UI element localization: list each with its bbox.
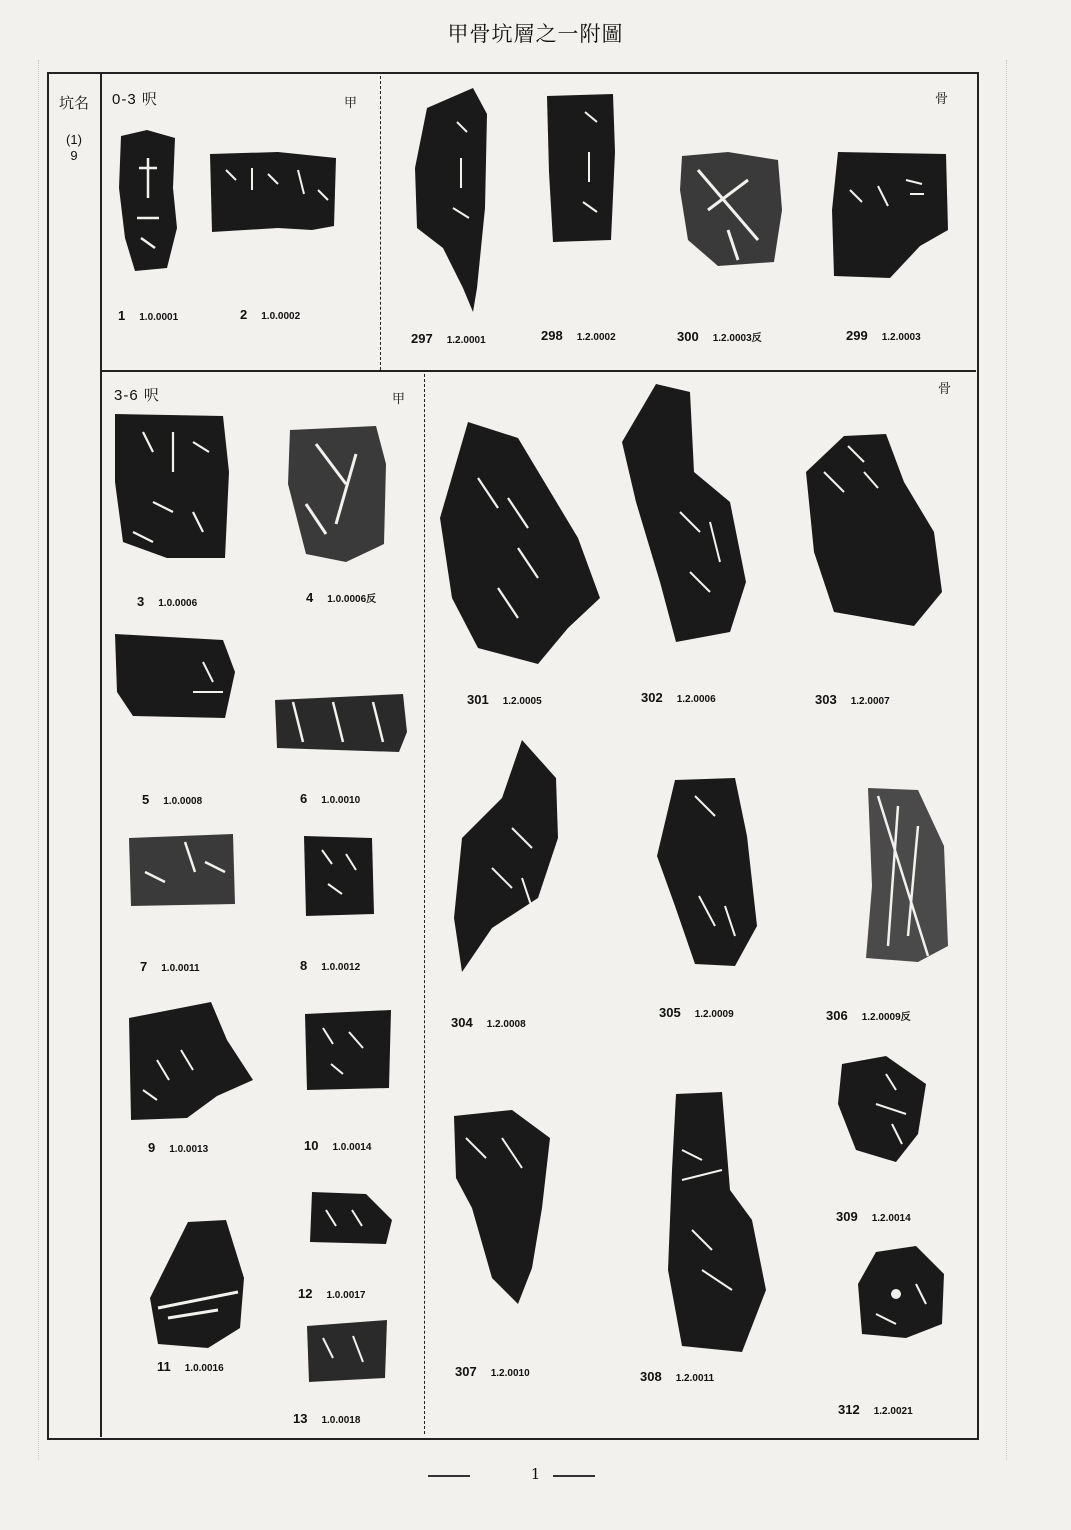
caption-312: 312 1.2.0021: [838, 1402, 913, 1417]
bone-label-2: 骨: [938, 382, 952, 397]
rubbing-304: [452, 738, 562, 974]
rubbing-8: [302, 834, 376, 918]
caption-302: 302 1.2.0006: [641, 690, 716, 705]
rubbing-4: [286, 424, 388, 564]
caption-7: 7 1.0.0011: [140, 959, 200, 974]
caption-10: 10 1.0.0014: [304, 1138, 372, 1153]
shell-bone-divider-1: [380, 76, 381, 370]
pit-name-label: 坑名: [58, 95, 89, 112]
caption-303: 303 1.2.0007: [815, 692, 890, 707]
shell-bone-divider-2: [424, 374, 425, 1434]
caption-4: 4 1.0.0006反: [306, 590, 377, 605]
caption-13: 13 1.0.0018: [293, 1411, 361, 1426]
caption-2: 2 1.0.0002: [240, 307, 301, 322]
page-number: 1: [530, 1465, 541, 1483]
rubbing-9: [127, 1000, 255, 1122]
caption-300: 300 1.2.0003反: [677, 329, 762, 344]
caption-304: 304 1.2.0008: [451, 1015, 526, 1030]
depth-label-3-6: 3-6 呎: [114, 387, 160, 404]
rubbing-299: [830, 150, 950, 280]
pit-number: 9: [70, 148, 78, 163]
caption-5: 5 1.0.0008: [142, 792, 203, 807]
rubbing-2: [208, 150, 340, 234]
caption-12: 12 1.0.0017: [298, 1286, 366, 1301]
caption-6: 6 1.0.0010: [300, 791, 361, 806]
rubbing-3: [113, 412, 231, 560]
shell-label-1: 甲: [344, 96, 358, 111]
rubbing-307: [452, 1108, 552, 1306]
rubbing-303: [804, 432, 944, 628]
rubbing-300: [678, 150, 784, 268]
caption-306: 306 1.2.0009反: [826, 1008, 911, 1023]
caption-307: 307 1.2.0010: [455, 1364, 530, 1379]
rubbing-305: [655, 776, 759, 968]
rubbing-1: [117, 128, 179, 273]
pit-marker: (1): [66, 132, 82, 147]
caption-297: 297 1.2.0001: [411, 331, 486, 346]
rubbing-301: [438, 418, 603, 666]
page-title: 甲骨坑層之一附圖: [447, 22, 624, 46]
caption-309: 309 1.2.0014: [836, 1209, 911, 1224]
caption-301: 301 1.2.0005: [467, 692, 542, 707]
margin-dots-left: [38, 60, 39, 1460]
rubbing-297: [413, 88, 493, 313]
rubbing-7: [125, 832, 237, 908]
rubbing-309: [836, 1054, 928, 1164]
rubbing-6: [273, 692, 409, 754]
caption-308: 308 1.2.0011: [640, 1369, 715, 1384]
rubbing-5: [113, 632, 237, 720]
caption-11: 11 1.0.0016: [157, 1359, 224, 1374]
rubbing-308: [662, 1090, 770, 1354]
rubbing-11: [148, 1218, 248, 1350]
rubbing-10: [303, 1008, 393, 1092]
bone-label-1: 骨: [935, 92, 949, 107]
shell-label-2: 甲: [392, 392, 406, 407]
caption-299: 299 1.2.0003: [846, 328, 921, 343]
page-number-rule-right: [553, 1475, 595, 1477]
rubbing-306: [858, 786, 950, 964]
rubbing-312: [856, 1244, 948, 1340]
rubbing-302: [620, 382, 748, 644]
depth-label-0-3: 0-3 呎: [112, 91, 158, 108]
label-column-divider: [100, 73, 102, 1437]
rubbing-13: [303, 1318, 389, 1384]
margin-dots-right: [1006, 60, 1007, 1460]
section-divider: [101, 370, 976, 372]
caption-3: 3 1.0.0006: [137, 594, 198, 609]
rubbing-12: [306, 1190, 394, 1246]
caption-298: 298 1.2.0002: [541, 328, 616, 343]
caption-8: 8 1.0.0012: [300, 958, 361, 973]
caption-9: 9 1.0.0013: [148, 1140, 209, 1155]
rubbing-298: [545, 92, 617, 244]
caption-305: 305 1.2.0009: [659, 1005, 734, 1020]
caption-1: 1 1.0.0001: [118, 308, 179, 323]
